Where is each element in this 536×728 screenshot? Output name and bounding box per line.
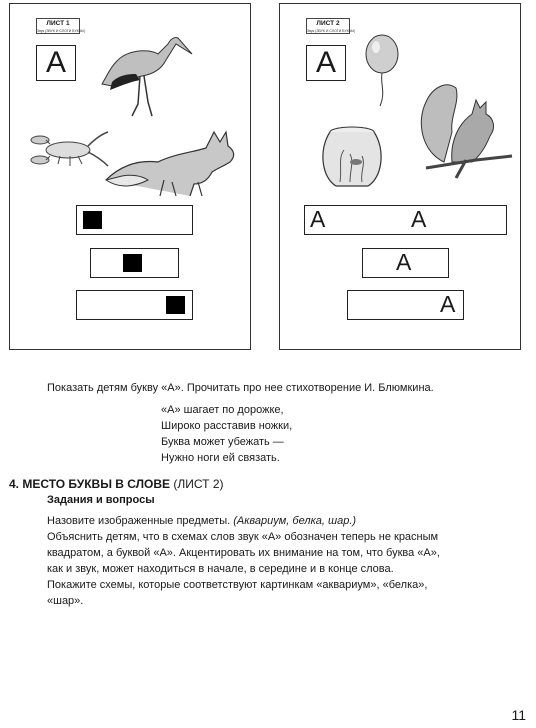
intro-text: Показать детям букву «А». Прочитать про нее стихотворение И. Блюмкина.	[47, 382, 434, 394]
body-line: как и звук, может находиться в начале, в середине и в конце слова.	[47, 563, 394, 575]
word-scheme-end	[76, 290, 193, 320]
page-number: 11	[511, 707, 526, 723]
letter-card: А	[306, 45, 346, 81]
poem-line: «А» шагает по дорожке,	[161, 404, 284, 416]
section-subtitle: Задания и вопросы	[47, 494, 155, 506]
body-line: «шар».	[47, 595, 84, 607]
letter-card: А	[36, 45, 76, 81]
sheet-tag-title: ЛИСТ 1	[46, 20, 70, 27]
section-heading	[9, 476, 224, 492]
scheme-letter: А	[310, 206, 326, 232]
aquarium-picture	[320, 124, 385, 194]
sheet-tag	[36, 18, 86, 34]
sound-square	[166, 296, 185, 314]
word-scheme-aquarium	[304, 205, 507, 235]
scheme-letter: А	[396, 249, 412, 275]
task-lead: Назовите изображенные предметы.	[47, 515, 234, 527]
scheme-letter: А	[440, 291, 456, 317]
squirrel-picture	[416, 72, 516, 182]
section-heading-bold: 4. МЕСТО БУКВЫ В СЛОВЕ	[9, 477, 171, 491]
word-scheme-squirrel	[362, 248, 449, 278]
worksheet-card-2	[279, 3, 521, 350]
sheet-tag-subtitle: Звук (ЗВУК И СЛОГИ БУКВЫ)	[307, 29, 356, 33]
word-scheme-start	[76, 205, 193, 235]
scheme-letter: А	[411, 206, 427, 232]
task-answer: (Аквариум, белка, шар.)	[233, 515, 357, 527]
worksheet-card-1	[9, 3, 251, 350]
poem-line: Буква может убежать —	[161, 436, 284, 448]
sheet-tag	[306, 18, 356, 34]
fox-picture	[102, 122, 242, 197]
body-line: Покажите схемы, которые соответствуют картинкам «аквариум», «белка»,	[47, 579, 428, 591]
stork-picture	[96, 24, 196, 119]
balloon-picture	[360, 34, 410, 109]
body-line: Объяснить детям, что в схемах слов звук «А» обозначен теперь не красным	[47, 531, 439, 543]
word-scheme-balloon	[347, 290, 464, 320]
poem-line: Широко расставив ножки,	[161, 420, 293, 432]
crayfish-picture	[30, 126, 110, 172]
section-heading-rest: (ЛИСТ 2)	[170, 477, 224, 491]
word-scheme-middle	[90, 248, 179, 278]
sheet-tag-title: ЛИСТ 2	[316, 20, 340, 27]
sheet-tag-subtitle: Звук (ЗВУК И СЛОГИ БУКВЫ)	[37, 29, 86, 33]
sound-square	[83, 211, 102, 229]
sound-square	[123, 254, 142, 272]
task-text	[47, 513, 356, 529]
body-line: квадратом, а буквой «А». Акцентировать их внимание на том, что буква «А»,	[47, 547, 440, 559]
poem-line: Нужно ноги ей связать.	[161, 452, 280, 464]
